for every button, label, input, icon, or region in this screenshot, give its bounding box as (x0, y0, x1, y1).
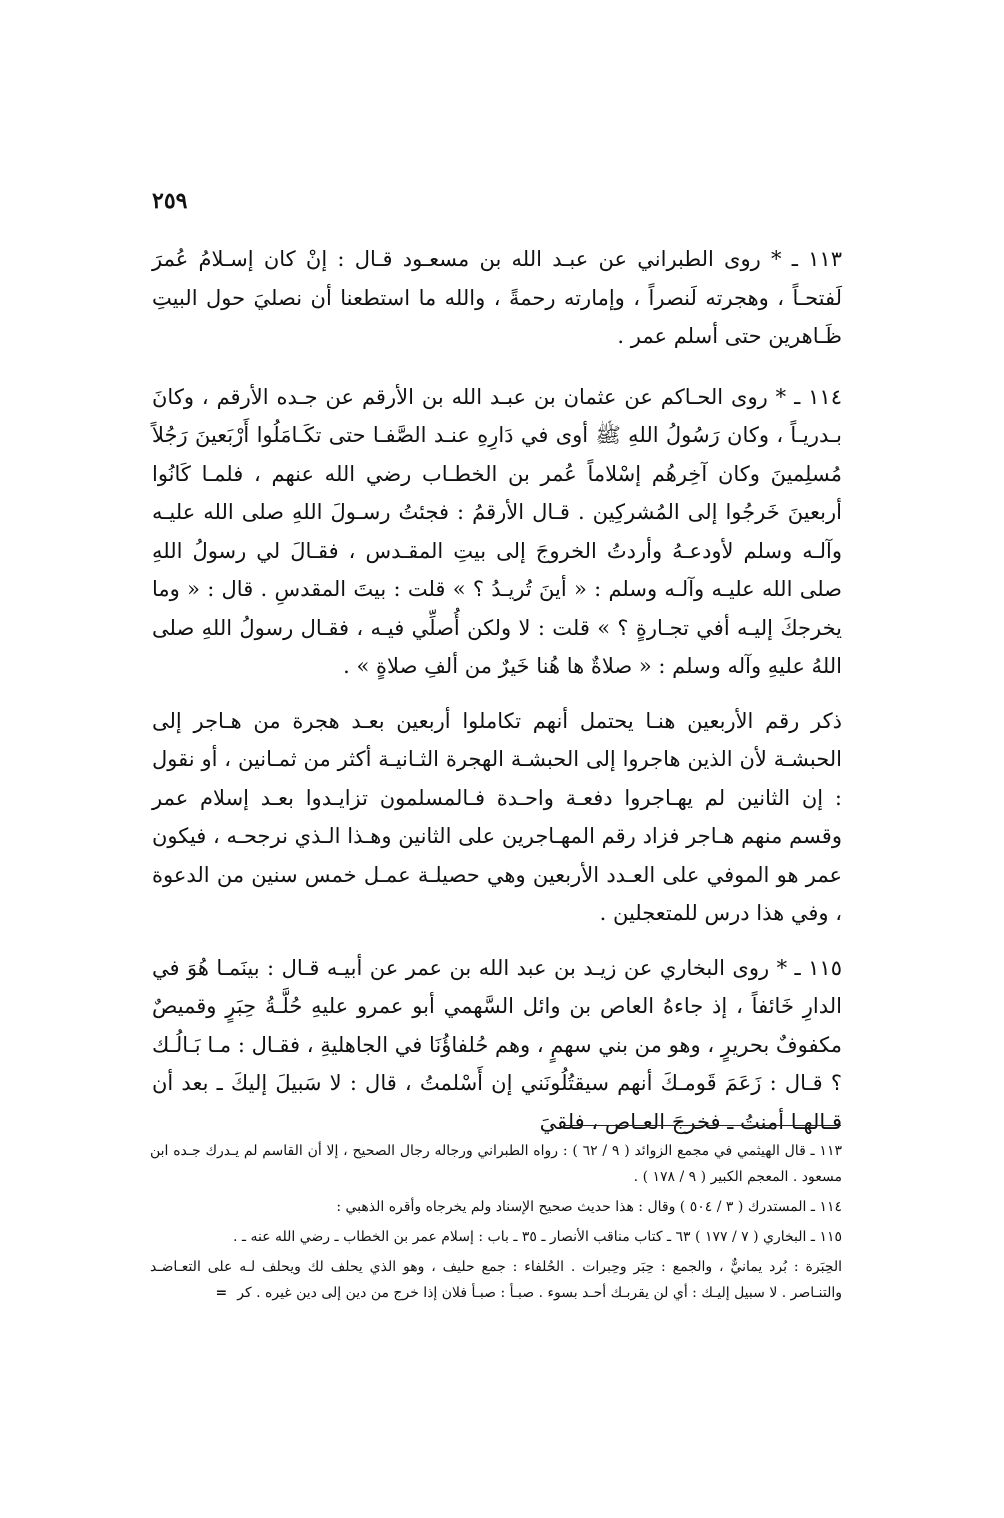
paragraph-114: ١١٤ ـ * روى الحـاكم عن عثمان بن عبـد الله بن الأرقم عن جـده الأرقم ، وكانَ بـدريـاً ، وكان رَسُولُ اللهِ ﷺ أوى في دَارِهِ عنـد الصَّفـا حتى تكَـامَلُوا أَرْبَعينَ رَجُلاً مُسلِمينَ وكان آخِرهُم إسْلاماً عُمر بن الخطـاب رضي الله عنهم ، فلمـا كَانُوا أربعينَ خَرجُوا إلى المُشركِين . قـال الأرقمُ : فجئتُ رسـولَ اللهِ صلى الله عليـه وآلـه وسلم لأودعـهُ وأردتُ الخروجَ إلى بيتِ المقـدس ، فقـالَ لي رسولُ اللهِ صلى الله عليـه وآلـه وسلم : « أينَ تُريـدُ ؟ » قلت : بيتَ المقدسِ . قال : « وما يخرجكَ إليـه أفي تجـارةٍ ؟ » قلت : لا ولكن أُصلِّي فيـه ، فقـال رسولُ اللهِ صلى اللهُ عليهِ وآله وسلم : « صلاةٌ ها هُنا خَيرٌ من ألفِ صلاةٍ » . (152, 384, 842, 678)
footnote-glossary-text: الحِبَرة : بُرد يمانيٌّ ، والجمع : حِبَر وحِبرات . الحُلفاء : جمع حليف ، وهو الذي يحلف لك ويحلف لـه على التعـاضـد والتنـاصر . لا سبيل إليـك : أي لن يقربـك أحـد بسوء . صبـأ : صبـأ فلان إذا خرج من دين إلى دين غيره . كر (150, 1259, 842, 1301)
paragraph-115: ١١٥ ـ * روى البخاري عن زيـد بن عبد الله بن عمر عن أبيـه قـال : بينَمـا هُوَ في الدارِ خَائفاً ، إذ جاءهُ العاص بن وائل السَّهمي أبو عمرو عليهِ حُلَّـةُ حِبَرٍ وقميصٌ مكفوفٌ بحريرٍ ، وهو من بني سهمٍ ، وهم حُلفاؤُنَا في الجاهليةِ ، فقـال : مـا بَـالُـك ؟ قـال : زَعَمَ قَومـكَ أنهم سيقتُلُونَني إن أَسْلمتُ ، قال : لا سَبيلَ إليكَ ـ بعد أن قـالهـا أمنتُ ـ فخرجَ العـاص ، فلقيَ (152, 955, 842, 1134)
main-text (152, 240, 842, 1157)
paragraph-113: ١١٣ ـ * روى الطبراني عن عبـد الله بن مسعـود قـال : إنْ كان إسـلامُ عُمرَ لَفتحـاً ، وهجرته لَنصراً ، وإمارته رحمةً ، والله ما استطعنا أن نصليَ حول البيتِ ظَـاهرين حتى أسلم عمر . (152, 247, 842, 348)
footnote-114: ١١٤ ـ المستدرك ( ٣ / ٥٠٤ ) وقال : هذا حديث صحيح الإسناد ولم يخرجاه وأقره الذهبي : (336, 1199, 842, 1215)
continuation-mark: = (215, 1285, 228, 1301)
page-number: ٢٥٩ (152, 188, 188, 214)
footnote-separator (563, 1125, 841, 1126)
footnote-113: ١١٣ ـ قال الهيثمي في مجمع الزوائد ( ٩ / ٦٢ ) : رواه الطبراني ورجاله رجال الصحيح ، إلا أن القاسم لم يـدرك جـده ابن مسعود . المعجم الكبير ( ٩ / ١٧٨ ) . (150, 1143, 842, 1185)
paragraph-commentary: ذكر رقم الأربعين هنـا يحتمل أنهم تكاملوا أربعين بعـد هجرة من هـاجر إلى الحبشـة لأن الذين هاجروا إلى الحبشـة الهجرة الثـانيـة أكثر من ثمـانين ، أو نقول : إن الثانين لم يهـاجروا دفعـة واحـدة فـالمسلمون تزايـدوا بعـد إسلام عمر وقسم منهم هـاجر فزاد رقم المهـاجرين على الثانين وهـذا الـذي نرجحـه ، فيكون عمر هو الموفي على العـدد الأربعين وهي حصيلـة عمـل خمس سنين من الدعوة ، وفي هذا درس للمتعجلين . (152, 708, 842, 925)
footnotes (150, 1138, 842, 1310)
footnote-glossary (150, 1254, 842, 1306)
footnote-115: ١١٥ ـ البخاري ( ٧ / ١٧٧ ) ٦٣ ـ كتاب مناقب الأنصار ـ ٣٥ ـ باب : إسلام عمر بن الخطاب ـ رضي الله عنه ـ . (233, 1229, 842, 1245)
